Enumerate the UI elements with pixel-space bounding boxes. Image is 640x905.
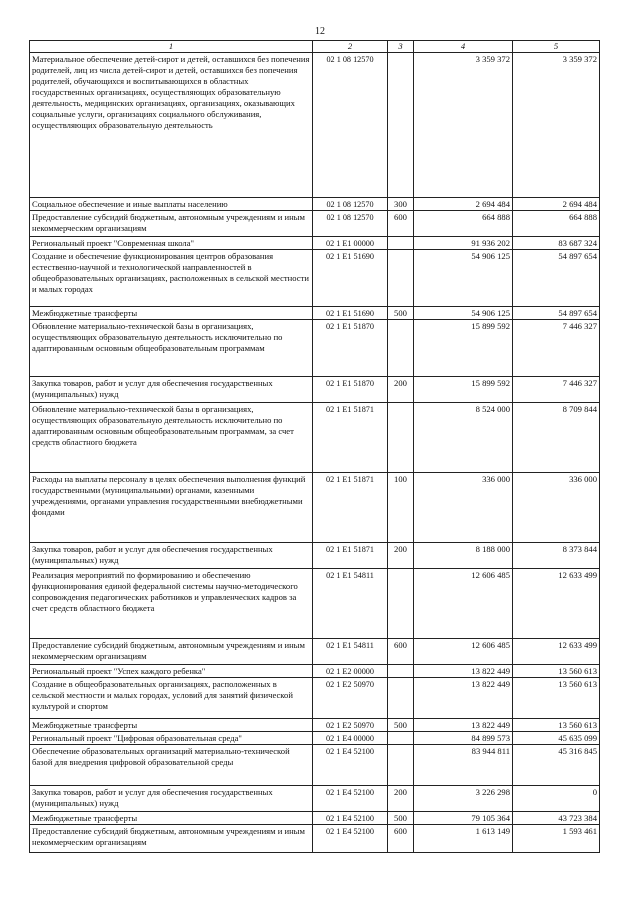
- table-row: [30, 812, 600, 825]
- row-value-1: 15 899 592: [414, 320, 513, 377]
- row-name: Реализация мероприятий по формированию и обеспечению функционирования единой федеральной системы научно-методического сопровождения педагогических работников и управленческих кадров за счет средств областного бюджета: [30, 569, 313, 639]
- table-row: [30, 237, 600, 250]
- header-col-3: 3: [388, 41, 414, 53]
- row-code: 02 1 Е2 00000: [313, 665, 388, 678]
- row-value-2: 83 687 324: [513, 237, 600, 250]
- row-value-2: 43 723 384: [513, 812, 600, 825]
- row-expense-type: [388, 320, 414, 377]
- row-value-1: 13 822 449: [414, 665, 513, 678]
- header-row: [30, 41, 600, 53]
- row-value-2: 0: [513, 786, 600, 812]
- row-expense-type: 200: [388, 543, 414, 569]
- row-expense-type: 600: [388, 211, 414, 237]
- table-row: [30, 719, 600, 732]
- header-col-4: 4: [414, 41, 513, 53]
- row-value-2: 13 560 613: [513, 678, 600, 719]
- row-code: 02 1 08 12570: [313, 198, 388, 211]
- row-name: Предоставление субсидий бюджетным, автономным учреждениям и иным некоммерческим организациям: [30, 211, 313, 237]
- row-expense-type: 200: [388, 377, 414, 403]
- row-code: 02 1 Е4 52100: [313, 745, 388, 786]
- row-code: 02 1 Е1 51871: [313, 403, 388, 473]
- row-name: Закупка товаров, работ и услуг для обеспечения государственных (муниципальных) нужд: [30, 377, 313, 403]
- row-name: Материальное обеспечение детей-сирот и детей, оставшихся без попечения родителей, лиц из числа детей-сирот и детей, оставшихся без попечения родителей, обучающихся и воспитывающихся в областных государственных организациях, осуществляющих образовательную деятельность, медицинских организациях, организациях, оказывающих социальные услуги, организациях социального обслуживания, осуществляющих образовательную деятельность: [30, 53, 313, 198]
- row-code: 02 1 08 12570: [313, 53, 388, 198]
- row-value-1: 79 105 364: [414, 812, 513, 825]
- row-value-2: 45 316 845: [513, 745, 600, 786]
- row-value-1: 8 188 000: [414, 543, 513, 569]
- row-code: 02 1 Е4 00000: [313, 732, 388, 745]
- row-value-2: 45 635 099: [513, 732, 600, 745]
- row-expense-type: [388, 678, 414, 719]
- row-code: 02 1 Е1 51871: [313, 473, 388, 543]
- table-row: [30, 678, 600, 719]
- row-value-1: 2 694 484: [414, 198, 513, 211]
- row-value-1: 84 899 573: [414, 732, 513, 745]
- row-expense-type: [388, 569, 414, 639]
- row-expense-type: 500: [388, 307, 414, 320]
- row-value-2: 7 446 327: [513, 320, 600, 377]
- row-name: Региональный проект "Успех каждого ребенка": [30, 665, 313, 678]
- row-name: Межбюджетные трансферты: [30, 812, 313, 825]
- row-expense-type: [388, 237, 414, 250]
- row-name: Межбюджетные трансферты: [30, 307, 313, 320]
- row-expense-type: 600: [388, 825, 414, 853]
- row-code: 02 1 Е2 50970: [313, 719, 388, 732]
- header-col-2: 2: [313, 41, 388, 53]
- row-value-1: 8 524 000: [414, 403, 513, 473]
- row-value-2: 13 560 613: [513, 665, 600, 678]
- row-code: 02 1 Е1 51690: [313, 307, 388, 320]
- budget-table: [29, 40, 600, 853]
- table-row: [30, 320, 600, 377]
- row-value-1: 12 606 485: [414, 639, 513, 665]
- row-value-2: 12 633 499: [513, 639, 600, 665]
- row-value-1: 15 899 592: [414, 377, 513, 403]
- row-code: 02 1 Е1 00000: [313, 237, 388, 250]
- row-code: 02 1 Е4 52100: [313, 812, 388, 825]
- row-name: Закупка товаров, работ и услуг для обеспечения государственных (муниципальных) нужд: [30, 786, 313, 812]
- row-expense-type: 500: [388, 812, 414, 825]
- row-code: 02 1 Е1 51871: [313, 543, 388, 569]
- row-name: Региональный проект "Цифровая образовательная среда": [30, 732, 313, 745]
- table-row: [30, 211, 600, 237]
- row-expense-type: [388, 665, 414, 678]
- row-name: Межбюджетные трансферты: [30, 719, 313, 732]
- row-value-2: 54 897 654: [513, 250, 600, 307]
- row-value-2: 336 000: [513, 473, 600, 543]
- row-name: Обновление материально-технической базы в организациях, осуществляющих образовательную деятельность исключительно по адаптированным основным общеобразовательным программам, за счет средств областного бюджета: [30, 403, 313, 473]
- table-row: [30, 543, 600, 569]
- row-value-2: 664 888: [513, 211, 600, 237]
- row-value-2: 54 897 654: [513, 307, 600, 320]
- table-row: [30, 53, 600, 198]
- table-row: [30, 786, 600, 812]
- row-name: Создание в общеобразовательных организациях, расположенных в сельской местности и малых городах, условий для занятий физической культурой и спортом: [30, 678, 313, 719]
- row-name: Социальное обеспечение и иные выплаты населению: [30, 198, 313, 211]
- row-code: 02 1 Е1 51870: [313, 320, 388, 377]
- table-row: [30, 473, 600, 543]
- row-expense-type: 600: [388, 639, 414, 665]
- row-name: Региональный проект "Современная школа": [30, 237, 313, 250]
- row-value-1: 91 936 202: [414, 237, 513, 250]
- row-expense-type: [388, 53, 414, 198]
- page-number: 12: [315, 26, 325, 37]
- row-name: Обеспечение образовательных организаций материально-технической базой для внедрения цифровой образовательной среды: [30, 745, 313, 786]
- table-row: [30, 198, 600, 211]
- table-row: [30, 403, 600, 473]
- row-value-1: 1 613 149: [414, 825, 513, 853]
- row-code: 02 1 08 12570: [313, 211, 388, 237]
- row-value-2: 3 359 372: [513, 53, 600, 198]
- table-row: [30, 639, 600, 665]
- row-code: 02 1 Е1 54811: [313, 639, 388, 665]
- row-name: Создание и обеспечение функционирования центров образования естественно-научной и технологической направленностей в общеобразовательных организациях, расположенных в сельской местности и малых городах: [30, 250, 313, 307]
- table-row: [30, 250, 600, 307]
- row-expense-type: 300: [388, 198, 414, 211]
- table-row: [30, 665, 600, 678]
- row-value-2: 2 694 484: [513, 198, 600, 211]
- row-code: 02 1 Е2 50970: [313, 678, 388, 719]
- row-value-2: 1 593 461: [513, 825, 600, 853]
- row-value-2: 13 560 613: [513, 719, 600, 732]
- row-value-2: 8 373 844: [513, 543, 600, 569]
- row-value-1: 83 944 811: [414, 745, 513, 786]
- row-name: Закупка товаров, работ и услуг для обеспечения государственных (муниципальных) нужд: [30, 543, 313, 569]
- row-value-2: 8 709 844: [513, 403, 600, 473]
- table-row: [30, 307, 600, 320]
- row-name: Расходы на выплаты персоналу в целях обеспечения выполнения функций государственными (муниципальными) органами, казенными учреждениями, органами управления государственными внебюджетными фондами: [30, 473, 313, 543]
- row-value-1: 54 906 125: [414, 307, 513, 320]
- header-col-5: 5: [513, 41, 600, 53]
- row-code: 02 1 Е1 51690: [313, 250, 388, 307]
- table-row: [30, 569, 600, 639]
- row-expense-type: 500: [388, 719, 414, 732]
- table-row: [30, 745, 600, 786]
- row-code: 02 1 Е1 51870: [313, 377, 388, 403]
- row-name: Обновление материально-технической базы в организациях, осуществляющих образовательную деятельность исключительно по адаптированным основным общеобразовательным программам: [30, 320, 313, 377]
- row-value-1: 13 822 449: [414, 719, 513, 732]
- row-expense-type: 100: [388, 473, 414, 543]
- row-value-1: 3 359 372: [414, 53, 513, 198]
- row-expense-type: [388, 745, 414, 786]
- row-value-1: 664 888: [414, 211, 513, 237]
- row-code: 02 1 Е4 52100: [313, 786, 388, 812]
- row-value-1: 54 906 125: [414, 250, 513, 307]
- table-row: [30, 732, 600, 745]
- row-code: 02 1 Е1 54811: [313, 569, 388, 639]
- row-code: 02 1 Е4 52100: [313, 825, 388, 853]
- row-value-1: 3 226 298: [414, 786, 513, 812]
- row-expense-type: 200: [388, 786, 414, 812]
- row-name: Предоставление субсидий бюджетным, автономным учреждениям и иным некоммерческим организациям: [30, 825, 313, 853]
- row-expense-type: [388, 732, 414, 745]
- row-expense-type: [388, 250, 414, 307]
- row-value-2: 7 446 327: [513, 377, 600, 403]
- row-value-1: 13 822 449: [414, 678, 513, 719]
- row-name: Предоставление субсидий бюджетным, автономным учреждениям и иным некоммерческим организациям: [30, 639, 313, 665]
- table-row: [30, 825, 600, 853]
- row-value-2: 12 633 499: [513, 569, 600, 639]
- row-value-1: 12 606 485: [414, 569, 513, 639]
- header-col-1: 1: [30, 41, 313, 53]
- table-row: [30, 377, 600, 403]
- row-value-1: 336 000: [414, 473, 513, 543]
- row-expense-type: [388, 403, 414, 473]
